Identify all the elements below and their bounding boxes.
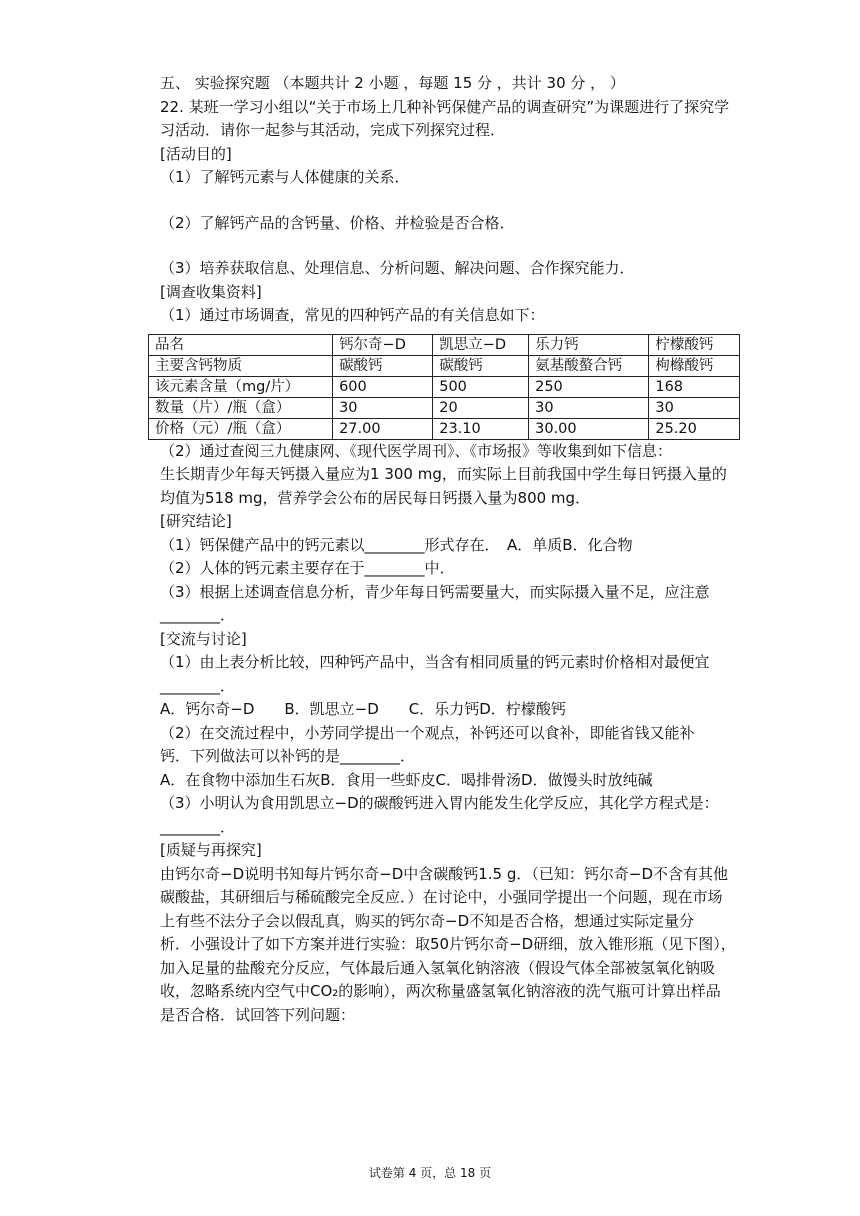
conclusion-item-3-blank: ________． [160, 606, 236, 624]
survey-item-2-line-3: 均值为518 mg，营养学会公布的居民每日钙摄入量为800 mg． [160, 488, 591, 507]
table-cell: 枸橼酸钙 [649, 355, 740, 376]
table-cell: 凯思立−D [433, 334, 529, 355]
table-row [149, 397, 740, 418]
discussion-item-1-options: A．钙尔奇−D B．凯思立−D C．乐力钙D．柠檬酸钙 [160, 700, 566, 718]
table-cell: 碳酸钙 [333, 355, 433, 376]
inquiry-line-1: 由钙尔奇−D说明书知每片钙尔奇−D中含碳酸钙1.5 g．（已知：钙尔奇−D不含有其他 [160, 864, 729, 883]
discussion-header: [交流与讨论] [160, 629, 247, 648]
table-cell: 品名 [149, 334, 333, 355]
table-cell: 30 [649, 397, 740, 418]
table-row [149, 418, 740, 439]
discussion-item-2-options: A．在食物中添加生石灰B．食用一些虾皮C．喝排骨汤D．做馒头时放纯碱 [160, 770, 653, 789]
conclusion-header: [研究结论] [160, 512, 232, 530]
table-cell: 250 [529, 376, 649, 397]
goal-item-3: （3）培养获取信息、处理信息、分析问题、解决问题、合作探究能力． [160, 259, 635, 277]
inquiry-line-2: 碳酸盐，其研细后与稀硫酸完全反应．）在讨论中，小强同学提出一个问题，现在市场 [160, 888, 723, 906]
discussion-item-2-line-1: （2）在交流过程中，小芳同学提出一个观点，补钙还可以食补，即能省钱又能补 [160, 723, 695, 742]
table-cell: 30.00 [529, 418, 649, 439]
table-cell: 27.00 [333, 418, 433, 439]
exam-page-content [155, 72, 740, 1027]
inquiry-line-6: 收，忽略系统内空气中CO₂的影响），两次称量盛氢氧化钠溶液的洗气瓶可计算出样品 [160, 982, 721, 1000]
discussion-item-2-line-2: 钙．下列做法可以补钙的是________． [160, 747, 416, 765]
question-22-intro-line-2: 习活动．请你一起参与其活动，完成下列探究过程． [160, 121, 506, 139]
table-cell: 25.20 [649, 418, 740, 439]
survey-item-2-line-2: 生长期青少年每天钙摄入量应为1 300 mg，而实际上目前我国中学生每日钙摄入量的 [160, 465, 727, 483]
discussion-item-3-line-1: （3）小明认为食用凯思立−D的碳酸钙进入胃内能发生化学反应，其化学方程式是： [160, 794, 719, 812]
spacer [160, 190, 740, 212]
table-cell: 168 [649, 376, 740, 397]
inquiry-line-3: 上有些不法分子会以假乱真，购买的钙尔奇−D不知是否合格，想通过实际定量分 [160, 911, 695, 930]
survey-header: [调查收集资料] [160, 282, 262, 301]
spacer [160, 235, 740, 257]
products-table-body [149, 334, 740, 439]
table-cell: 乐力钙 [529, 334, 649, 355]
table-row [149, 334, 740, 355]
goal-item-1: （1）了解钙元素与人体健康的关系． [160, 168, 410, 186]
page-footer: 试卷第 4 页，总 18 页 [368, 1166, 492, 1180]
survey-item-2-line-1: （2）通过查阅三九健康网、《现代医学周刊》、《市场报》等收集到如下信息： [160, 441, 673, 460]
conclusion-item-3-line-1: （3）根据上述调查信息分析，青少年每日钙需要量大，而实际摄入量不足，应注意 [160, 582, 710, 601]
conclusion-item-2: （2）人体的钙元素主要存在于________中． [160, 559, 455, 577]
table-cell: 数量（片）/瓶（盒） [149, 397, 333, 418]
goal-header: [活动目的] [160, 144, 232, 163]
inquiry-line-7: 是否合格．试回答下列问题： [160, 1005, 356, 1024]
conclusion-item-1: （1）钙保健产品中的钙元素以________形式存在． A．单质B．化合物 [160, 535, 633, 554]
table-row [149, 376, 740, 397]
goal-item-2: （2）了解钙产品的含钙量、价格、并检验是否合格． [160, 213, 515, 232]
inquiry-header: [质疑与再探究] [160, 841, 262, 859]
inquiry-line-4: 析．小强设计了如下方案并进行实验：取50片钙尔奇−D研细，放入锥形瓶（见下图）， [160, 935, 736, 953]
discussion-item-1-blank: ________． [160, 676, 236, 695]
table-cell: 500 [433, 376, 529, 397]
table-cell: 30 [333, 397, 433, 418]
question-22-intro-line-1: 22. 某班一学习小组以“关于市场上几种补钙保健产品的调查研究”为课题进行了探究学 [160, 97, 730, 116]
table-cell: 600 [333, 376, 433, 397]
table-cell: 主要含钙物质 [149, 355, 333, 376]
table-cell: 价格（元）/瓶（盒） [149, 418, 333, 439]
survey-item-1: （1）通过市场调查，常见的四种钙产品的有关信息如下： [160, 306, 545, 324]
table-row [149, 355, 740, 376]
inquiry-line-5: 加入足量的盐酸充分反应，气体最后通入氢氧化钠溶液（假设气体全部被氢氧化钠吸 [160, 958, 716, 977]
table-cell: 该元素含量（mg/片） [149, 376, 333, 397]
discussion-item-3-blank: ________． [160, 817, 236, 836]
table-cell: 钙尔奇−D [333, 334, 433, 355]
table-cell: 柠檬酸钙 [649, 334, 740, 355]
discussion-item-1-line-1: （1）由上表分析比较，四种钙产品中，当含有相同质量的钙元素时价格相对最便宜 [160, 653, 710, 671]
table-cell: 30 [529, 397, 649, 418]
table-cell: 23.10 [433, 418, 529, 439]
table-cell: 碳酸钙 [433, 355, 529, 376]
table-cell: 氨基酸螯合钙 [529, 355, 649, 376]
calcium-products-table [148, 334, 740, 440]
section-header: 五、 实验探究题 （本题共计 2 小题 ，每题 15 分 ，共计 30 分 ， ） [160, 74, 625, 92]
table-cell: 20 [433, 397, 529, 418]
